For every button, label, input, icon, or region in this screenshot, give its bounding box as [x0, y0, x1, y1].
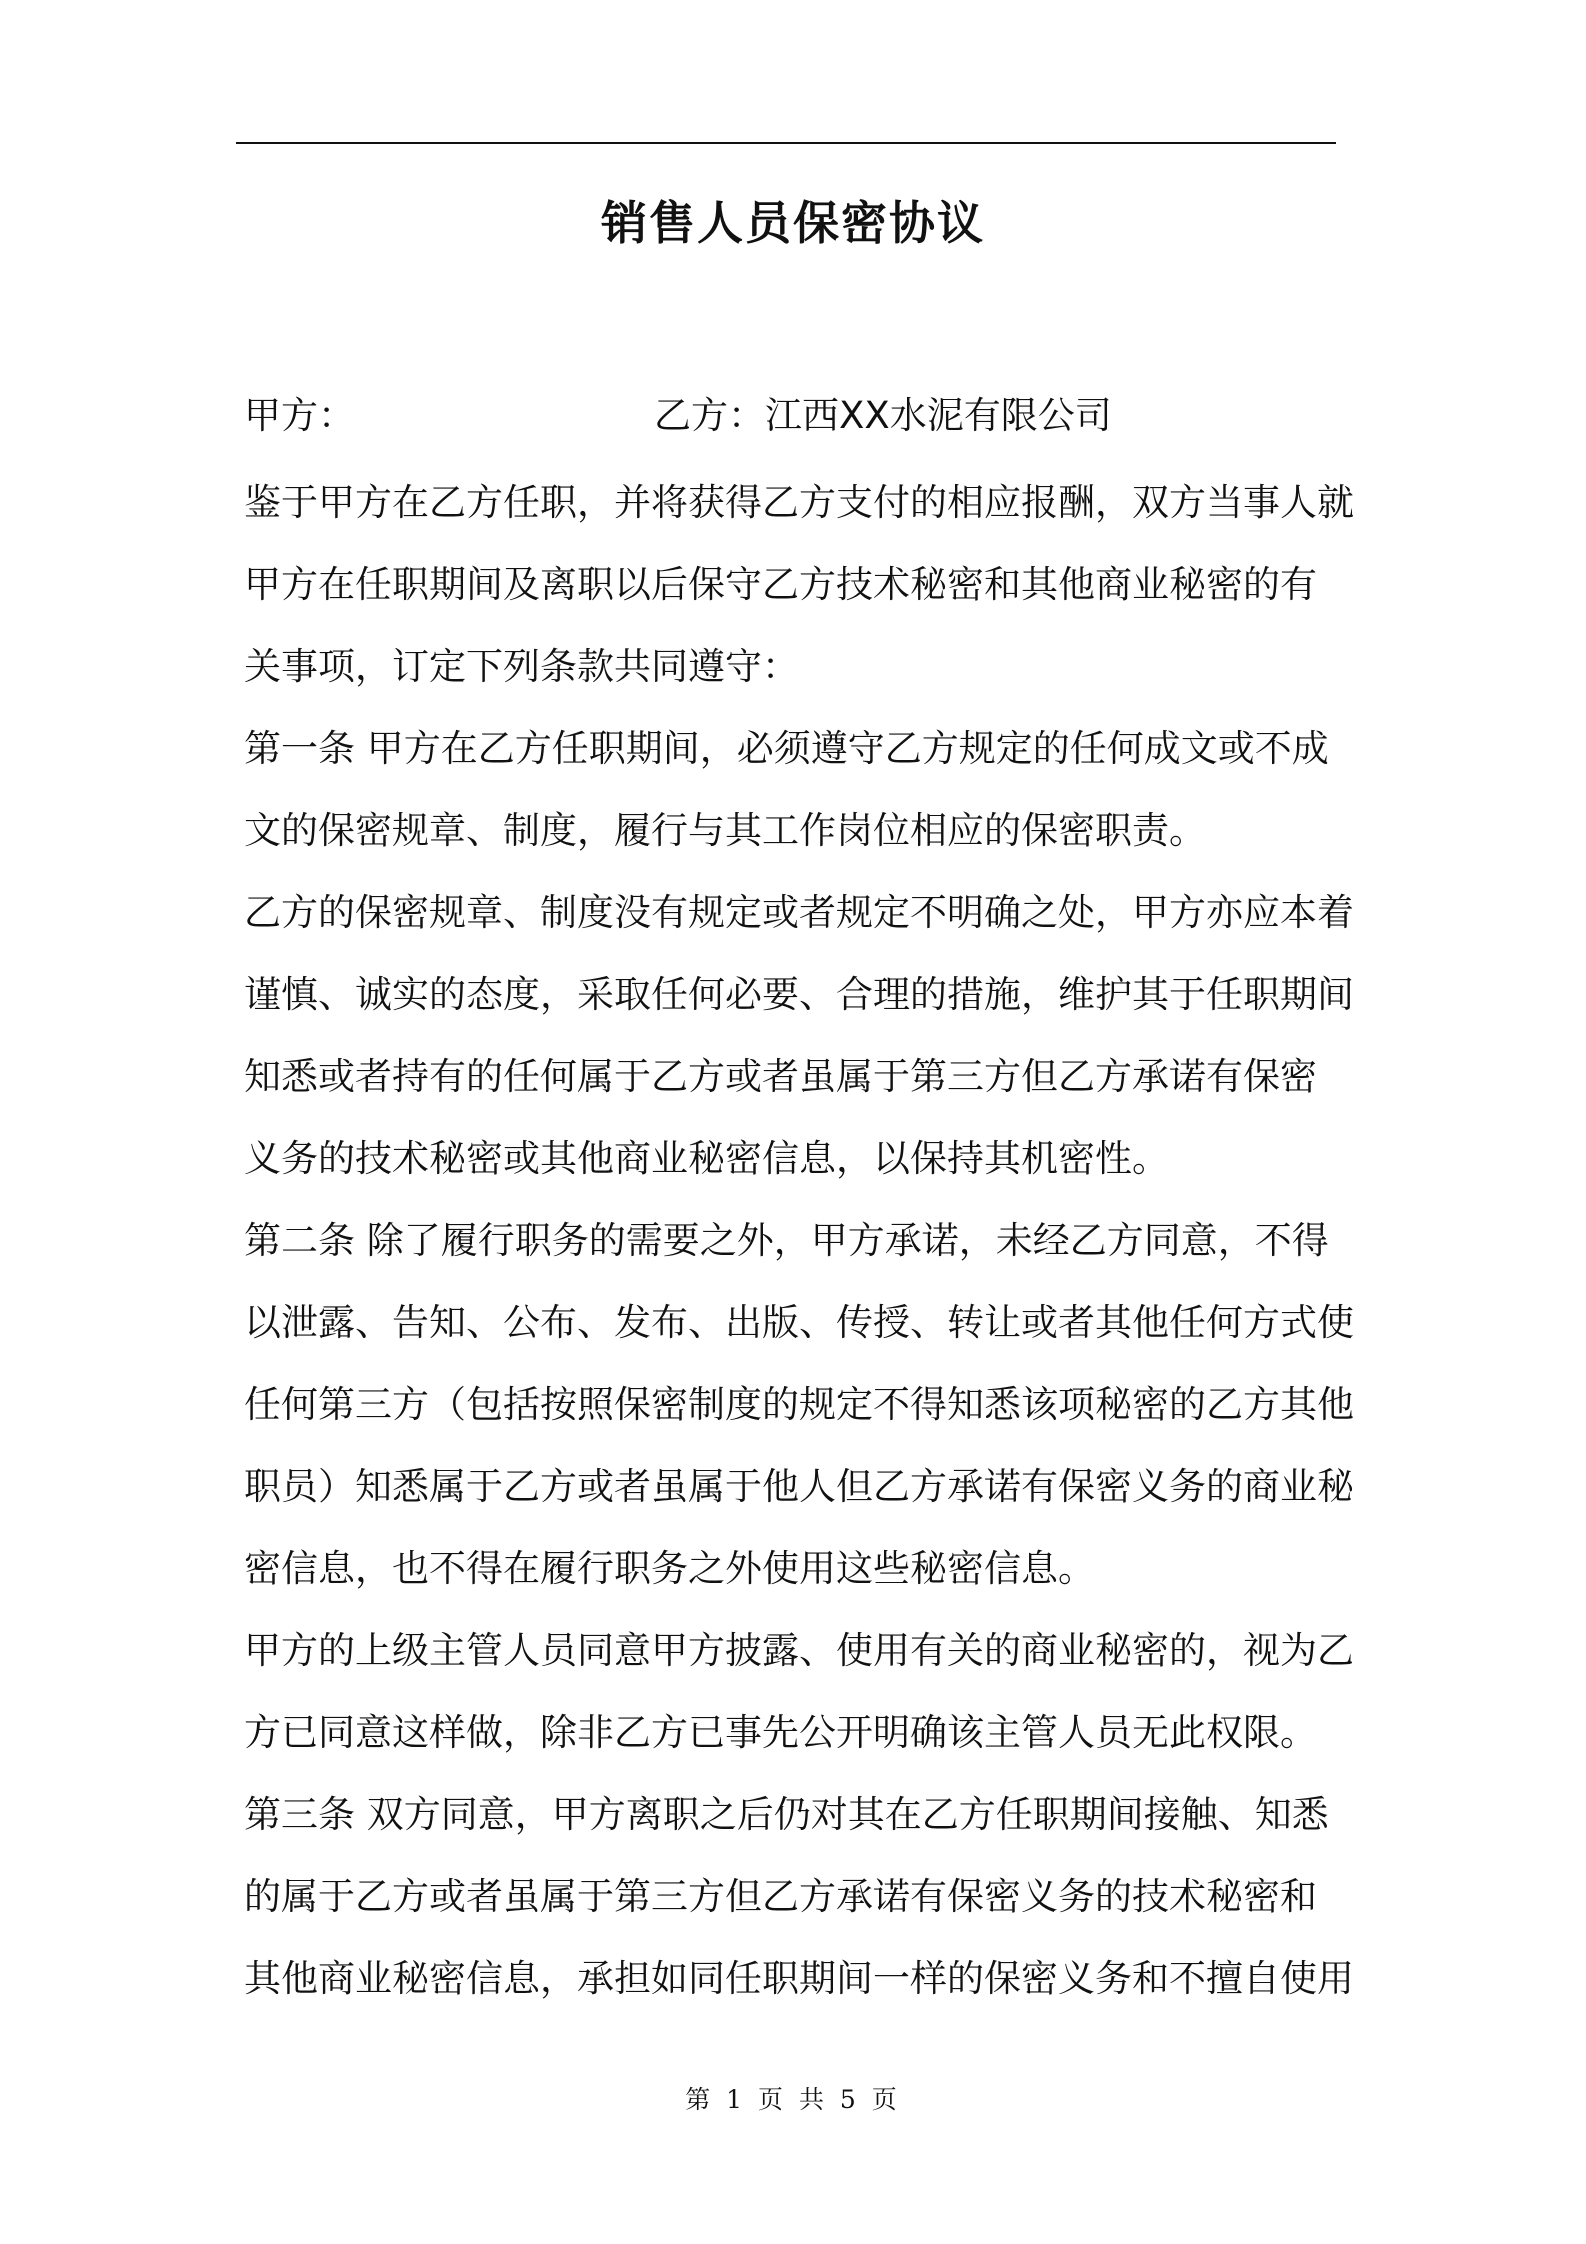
- text-line: 谨慎、诚实的态度，采取任何必要、合理的措施，维护其于任职期间: [244, 973, 1354, 1016]
- document-title: 销售人员保密协议: [601, 196, 985, 250]
- parties-row: [244, 385, 1364, 447]
- text-line: 其他商业秘密信息，承担如同任职期间一样的保密义务和不擅自使用: [244, 1957, 1354, 2000]
- text-line: 甲方在任职期间及离职以后保守乙方技术秘密和其他商业秘密的有: [244, 563, 1317, 606]
- agreement-body: [244, 462, 1364, 2020]
- text-line: 关事项，订定下列条款共同遵守：: [244, 645, 799, 688]
- text-line: 甲方的上级主管人员同意甲方披露、使用有关的商业秘密的，视为乙: [244, 1629, 1354, 1672]
- text-line: 文的保密规章、制度，履行与其工作岗位相应的保密职责。: [244, 809, 1206, 852]
- page-footer: 第 1 页 共 5 页: [685, 2085, 901, 2114]
- text-line: 第二条 除了履行职务的需要之外，甲方承诺，未经乙方同意，不得: [244, 1219, 1329, 1262]
- text-line: 以泄露、告知、公布、发布、出版、传授、转让或者其他任何方式使: [244, 1301, 1354, 1344]
- text-line: 第三条 双方同意，甲方离职之后仍对其在乙方任职期间接触、知悉: [244, 1793, 1329, 1836]
- text-line: 第一条 甲方在乙方任职期间，必须遵守乙方规定的任何成文或不成: [244, 727, 1329, 770]
- text-line: 乙方的保密规章、制度没有规定或者规定不明确之处，甲方亦应本着: [244, 891, 1354, 934]
- text-line: 职员）知悉属于乙方或者虽属于他人但乙方承诺有保密义务的商业秘: [244, 1465, 1354, 1508]
- party-a-label: 甲方：: [244, 394, 355, 437]
- header-rule: [236, 142, 1336, 144]
- text-line: 知悉或者持有的任何属于乙方或者虽属于第三方但乙方承诺有保密: [244, 1055, 1317, 1098]
- party-b-label: 乙方：江西XX水泥有限公司: [654, 394, 1112, 437]
- text-line: 密信息，也不得在履行职务之外使用这些秘密信息。: [244, 1547, 1095, 1590]
- text-line: 任何第三方（包括按照保密制度的规定不得知悉该项秘密的乙方其他: [244, 1383, 1354, 1426]
- text-line: 方已同意这样做，除非乙方已事先公开明确该主管人员无此权限。: [244, 1711, 1317, 1754]
- text-line: 的属于乙方或者虽属于第三方但乙方承诺有保密义务的技术秘密和: [244, 1875, 1317, 1918]
- text-line: 鉴于甲方在乙方任职，并将获得乙方支付的相应报酬，双方当事人就: [244, 481, 1354, 524]
- text-line: 义务的技术秘密或其他商业秘密信息，以保持其机密性。: [244, 1137, 1169, 1180]
